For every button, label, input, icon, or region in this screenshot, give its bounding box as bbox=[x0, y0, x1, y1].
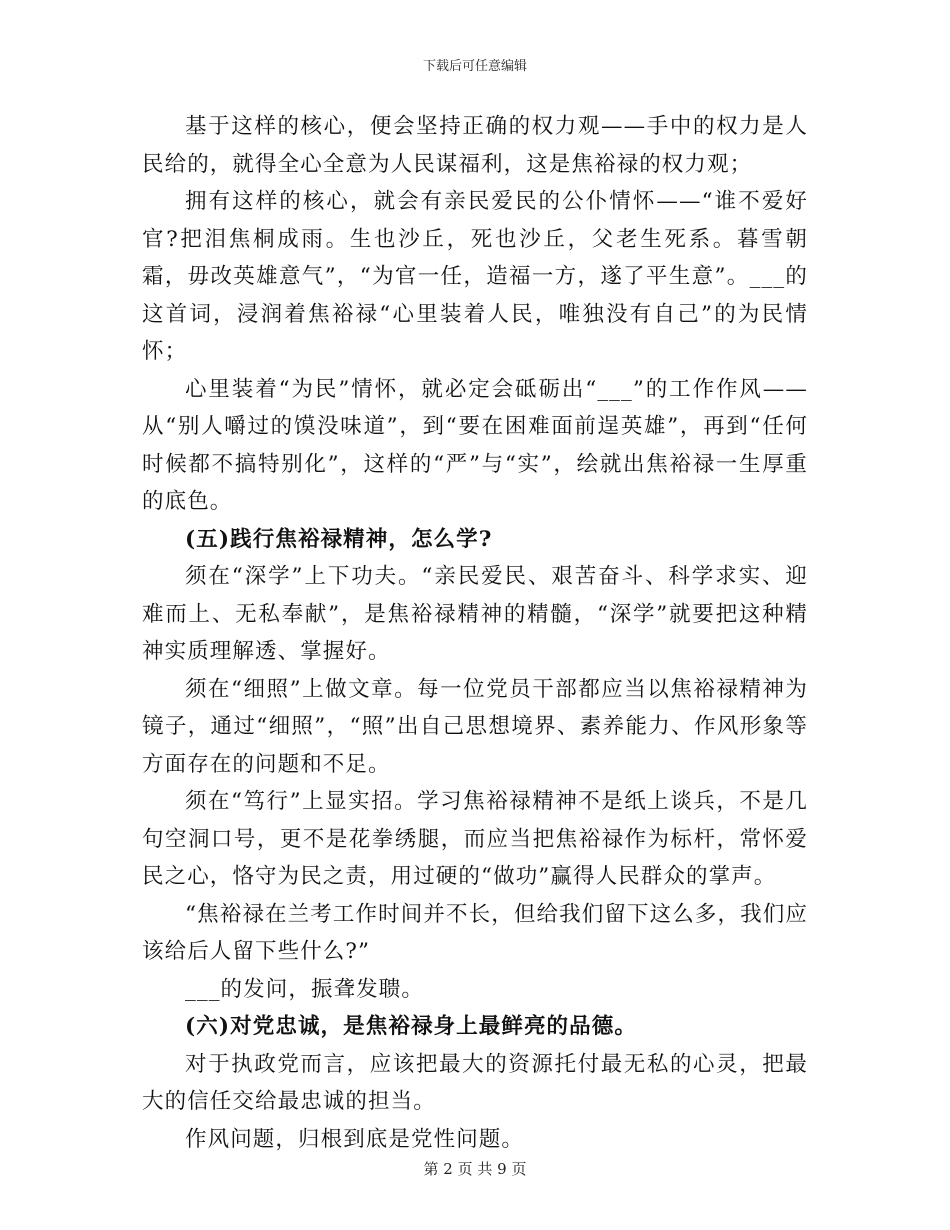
paragraph-ruling-party: 对于执政党而言，应该把最大的资源托付最无私的心灵，把最大的信任交给最忠诚的担当。 bbox=[142, 1051, 808, 1114]
paragraph-party-spirit: 作风问题，归根到底是党性问题。 bbox=[185, 1126, 525, 1152]
paragraph-servant-feelings: 拥有这样的核心，就会有亲民爱民的公仆情怀——“谁不爱好官?把泪焦桐成雨。生也沙丘，死也沙丘，父老生死系。暮雪朝霜，毋改英雄意气”，“为官一任，造福一方，遂了平生意”。___的这首词，浸润着焦裕禄“心里装着人民，唯独没有自己”的为民情怀； bbox=[142, 189, 808, 364]
paragraph-power-view: 基于这样的核心，便会坚持正确的权力观——手中的权力是人民给的，就得全心全意为人民谋福利，这是焦裕禄的权力观； bbox=[142, 114, 808, 177]
page-number: 第 2 页 共 9 页 bbox=[423, 1160, 527, 1178]
document-body bbox=[142, 108, 808, 1158]
paragraph-quote: “焦裕禄在兰考工作时间并不长，但给我们留下这么多，我们应该给后人留下些什么?” bbox=[142, 901, 808, 964]
paragraph-question: ___的发问，振聋发聩。 bbox=[185, 976, 424, 1002]
paragraph-deep-study: 须在“深学”上下功夫。“亲民爱民、艰苦奋斗、科学求实、迎难而上、无私奉献”，是焦裕禄精神的精髓，“深学”就要把这种精神实质理解透、掌握好。 bbox=[142, 564, 808, 664]
page-header: 下载后可任意编辑 bbox=[422, 59, 527, 74]
paragraph-work-style: 心里装着“为民”情怀，就必定会砥砺出“___”的工作作风——从“别人嚼过的馍没味道”，到“要在困难面前逞英雄”，再到“任何时候都不搞特别化”，这样的“严”与“实”，绘就出焦裕禄一生厚重的底色。 bbox=[142, 376, 808, 514]
section-heading-five: (五)践行焦裕禄精神，怎么学? bbox=[185, 526, 493, 552]
paragraph-reflect: 须在“细照”上做文章。每一位党员干部都应当以焦裕禄精神为镜子，通过“细照”，“照”出自己思想境界、素养能力、作风形象等方面存在的问题和不足。 bbox=[142, 676, 808, 777]
section-heading-six: (六)对党忠诚，是焦裕禄身上最鲜亮的品德。 bbox=[185, 1014, 637, 1039]
paragraph-practice: 须在“笃行”上显实招。学习焦裕禄精神不是纸上谈兵，不是几句空洞口号，更不是花拳绣腿，而应当把焦裕禄作为标杆，常怀爱民之心，恪守为民之责，用过硬的“做功”赢得人民群众的掌声。 bbox=[142, 789, 808, 889]
